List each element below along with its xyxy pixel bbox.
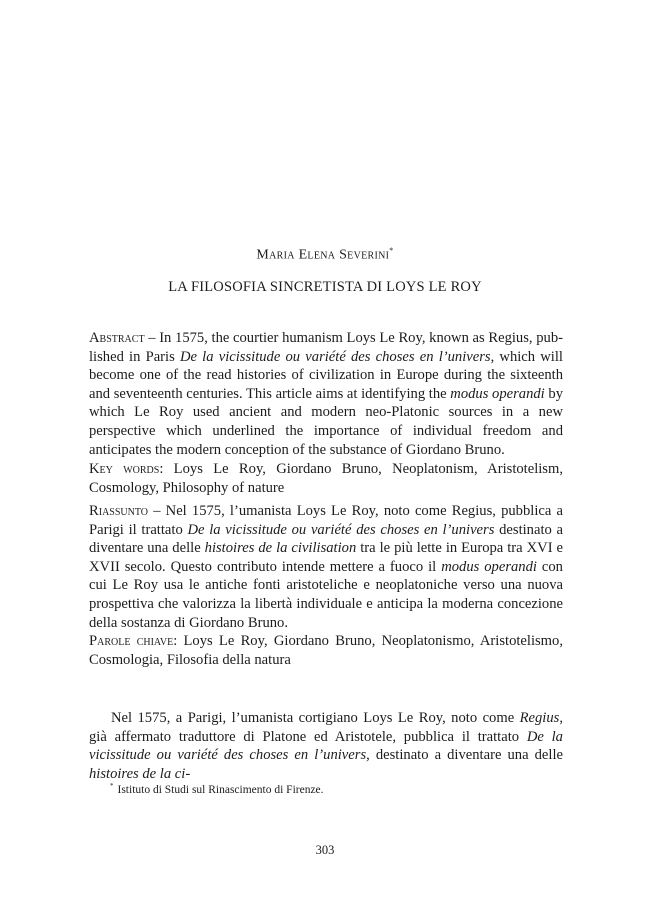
riassunto-term: modus operandi: [441, 558, 537, 575]
riassunto-text: – Nel 1575, l’umanista Loys Le Roy, noto come Regius, pubblica a Parigi il trattato: [89, 503, 563, 538]
author-name: [0, 246, 650, 264]
body-text: , destinato a diventare una delle: [366, 747, 563, 764]
riassunto-paragraph: [89, 502, 563, 632]
abstract-paragraph: [89, 329, 563, 459]
abstract-term: modus operandi: [450, 385, 545, 402]
riassunto-text: destinato a diventare una delle: [89, 521, 564, 557]
article-title: LA FILOSOFIA SINCRETISTA DI LOYS LE ROY: [168, 279, 482, 295]
keywords-paragraph: [89, 460, 563, 497]
riassunto-text: tra le più lette in Europa tra XVI e XVII secolo. Questo contributo intende mettere a fuoco il: [89, 540, 563, 575]
abstract-book-title: De la vicissitude ou variété des choses en l’univers: [179, 348, 491, 365]
footnote-text: Istituto di Studi sul Rinascimento di Firenze.: [117, 783, 324, 796]
body-italic: histoires de la ci-: [89, 765, 191, 782]
author-footnote-mark: *: [389, 246, 394, 255]
body-text: Nel 1575, a Parigi, l’umanista cortigiano Loys Le Roy, noto come: [111, 710, 520, 726]
riassunto-term: histoires de la civilisation: [204, 540, 357, 557]
riassunto-text: con cui Le Roy usa le antiche fonti aristoteliche e neoplatoniche verso una nuova prospettiva che valorizza la libertà individuale e anticipa la moderna concezione della sostanza di Giordano Bruno.: [89, 558, 563, 631]
keywords-label: Key words: [89, 461, 160, 477]
body-italic: Regius: [519, 710, 560, 726]
footnote: [110, 779, 570, 797]
abstract-label: Abstract: [89, 330, 145, 346]
riassunto-label: Riassunto: [89, 503, 149, 519]
body-book-title: De la vicissitude ou variété des choses en l’univers: [89, 728, 563, 764]
body-paragraph: [89, 709, 563, 783]
parole-chiave-label: Parole chiave: [89, 633, 174, 649]
author-name-text: Maria Elena Severini: [256, 247, 390, 263]
abstract-text: by which Le Roy used ancient and modern neo-Platonic sources in a new perspective which underlined the importance of individual freedom and anticipates the modern conception of the substance of Giordano Bruno.: [89, 385, 563, 458]
riassunto-book-title: De la vicissitude ou variété des choses en l’univers: [187, 521, 495, 538]
page-number: 303: [315, 843, 335, 857]
footnote-mark: *: [110, 782, 114, 790]
body-text: , già affermato traduttore di Platone ed Aristotele, pubblica il trattato: [89, 710, 563, 745]
parole-chiave-paragraph: [89, 632, 563, 669]
keywords-text: : Loys Le Roy, Giordano Bruno, Neoplatonism, Aristotelism, Cosmology, Philosophy of nature: [89, 461, 563, 496]
abstract-text: , which will become one of the read histories of civilization in Europe during the sixteenth and seventeenth centuries. This article aims at identifying the: [89, 348, 563, 402]
abstract-text: – In 1575, the courtier humanism Loys Le Roy, known as Regius, published in Paris: [89, 330, 563, 365]
parole-chiave-text: : Loys Le Roy, Giordano Bruno, Neoplatonismo, Aristotelismo, Cosmologia, Filosofia della natura: [89, 633, 563, 668]
